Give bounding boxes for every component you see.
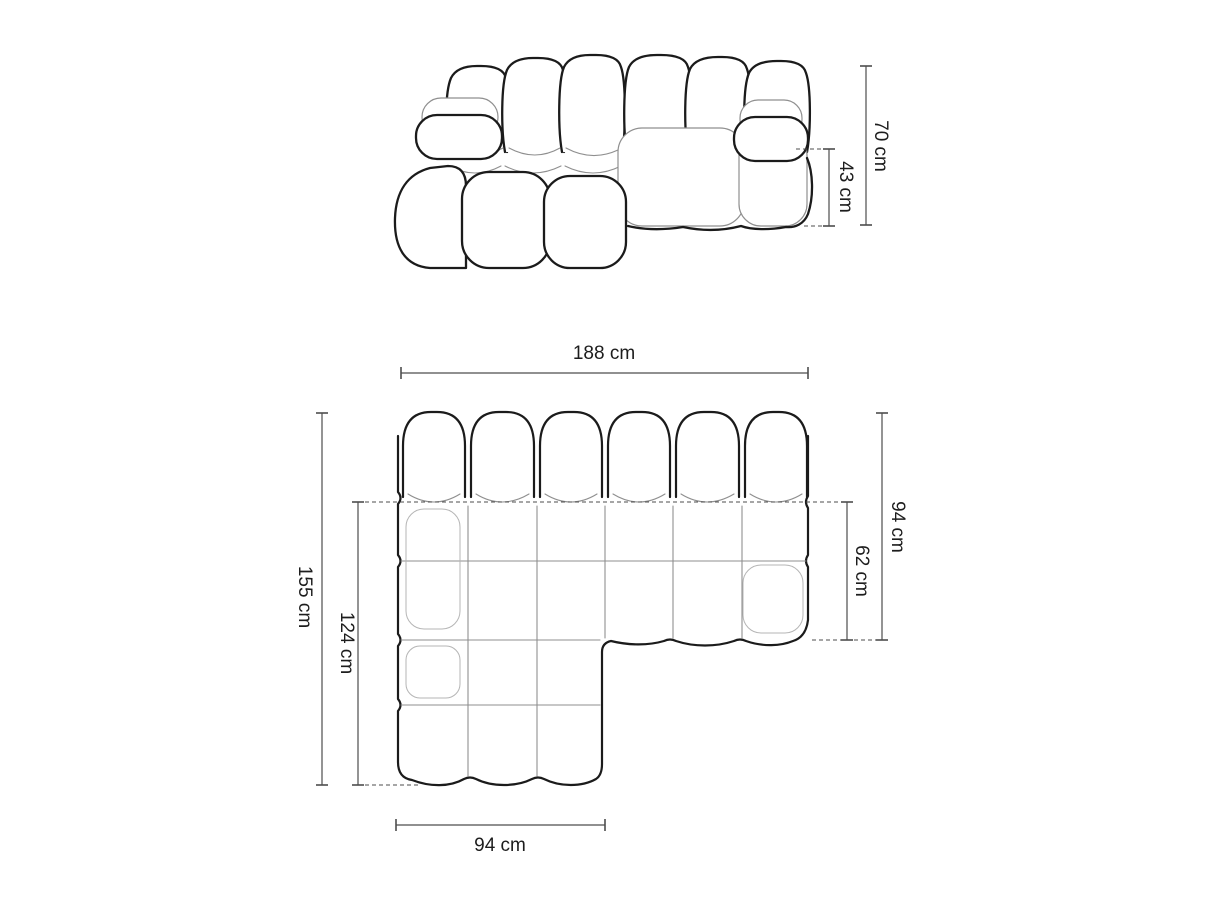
plan-view xyxy=(398,412,808,785)
elevation-chaise-cushions xyxy=(395,166,626,268)
dim-label-plan-seat-depth: 62 cm xyxy=(851,545,872,597)
dim-label-plan-width: 188 cm xyxy=(572,343,636,364)
dimension-total-depth-155 xyxy=(316,413,328,785)
dim-label-plan-chaise-width: 94 cm xyxy=(474,835,526,856)
elevation-armrest-right xyxy=(734,100,808,161)
elevation-view xyxy=(395,55,812,268)
dim-label-elevation-seat-height: 43 cm xyxy=(835,161,856,213)
plan-seams xyxy=(401,494,806,776)
dimension-width-188 xyxy=(401,367,808,379)
dimension-chaise-width-94 xyxy=(396,819,605,831)
elevation-armrest-left xyxy=(416,98,502,159)
dim-label-plan-total-depth: 155 cm xyxy=(294,565,315,629)
dim-label-elevation-height: 70 cm xyxy=(870,120,891,172)
plan-backrest-cushions xyxy=(403,412,807,497)
dim-label-plan-inner-depth: 124 cm xyxy=(336,611,357,675)
dim-label-plan-side-depth: 94 cm xyxy=(887,501,908,553)
